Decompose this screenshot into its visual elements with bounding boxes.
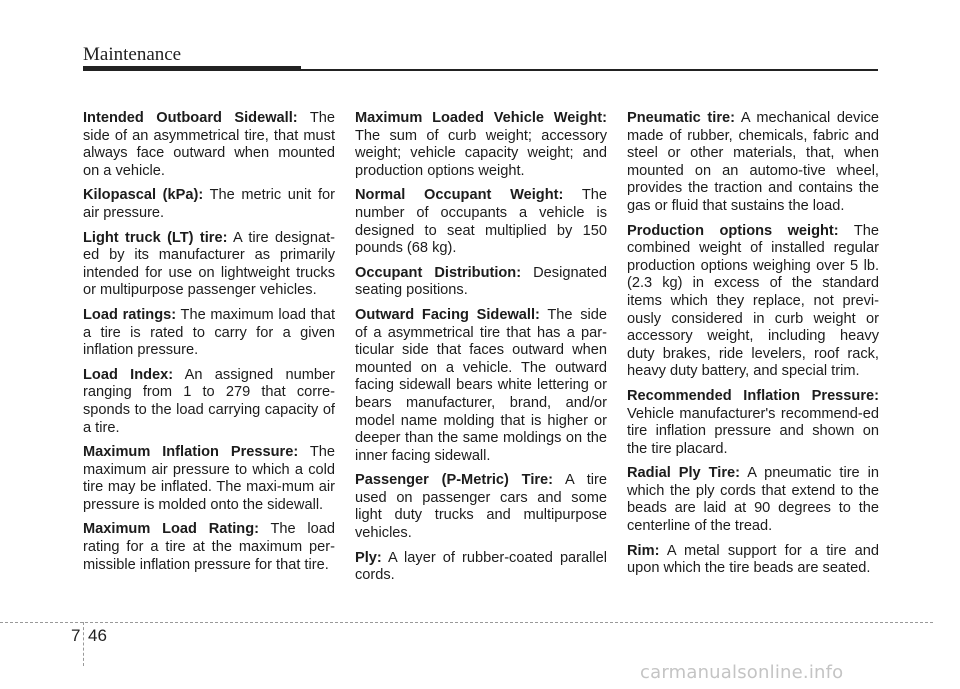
glossary-term: Rim: bbox=[627, 542, 660, 559]
glossary-term: Maximum Load Rating: bbox=[83, 521, 259, 538]
glossary-entry bbox=[83, 444, 335, 514]
glossary-entry bbox=[83, 230, 335, 300]
glossary-term: Passenger (P-Metric) Tire: bbox=[355, 472, 554, 489]
glossary-entry bbox=[83, 307, 335, 360]
glossary-definition: An assigned number ranging from 1 to 279 that corre-sponds to the load carrying capacity of a tire. bbox=[83, 366, 335, 436]
glossary-term: Load Index: bbox=[83, 366, 174, 383]
glossary-term: Maximum Inflation Pressure: bbox=[83, 444, 299, 461]
glossary-term: Normal Occupant Weight: bbox=[355, 187, 564, 204]
glossary-term: Occupant Distribution: bbox=[355, 264, 522, 281]
glossary-definition: The sum of curb weight; accessory weight; vehicle capacity weight; and production options weight. bbox=[355, 127, 607, 179]
glossary-definition: Designated seating positions. bbox=[355, 264, 607, 299]
glossary-entry bbox=[355, 307, 607, 465]
glossary-definition: A pneumatic tire in which the ply cords that extend to the beads are laid at 90 degrees to the centerline of the tread. bbox=[627, 465, 880, 535]
glossary-definition: A tire used on passenger cars and some light duty trucks and multipurpose vehicles. bbox=[355, 472, 608, 542]
header-rule-thin bbox=[301, 69, 878, 71]
footer-divider bbox=[83, 622, 84, 666]
glossary-entry bbox=[355, 187, 607, 257]
glossary-term: Light truck (LT) tire: bbox=[83, 229, 228, 246]
glossary-term: Load ratings: bbox=[83, 306, 177, 323]
glossary-definition: The combined weight of installed regular production options weighing over 5 lb.(2.3 kg) in excess of the standard items which they replace, not previ-ously considered in curb weight or accessory weight, including heavy duty brakes, ride levelers, roof rack, heavy duty battery, and special trim. bbox=[627, 222, 879, 380]
glossary-term: Pneumatic tire: bbox=[627, 110, 735, 126]
glossary-term: Recommended Inflation Pressure: bbox=[627, 387, 879, 404]
chapter-number: 7 bbox=[71, 626, 81, 645]
glossary-term: Radial Ply Tire: bbox=[627, 465, 741, 482]
glossary-entry bbox=[355, 472, 607, 542]
glossary-term: Kilopascal (kPa): bbox=[83, 187, 204, 204]
text-column-2 bbox=[355, 110, 607, 592]
glossary-entry bbox=[627, 543, 879, 578]
glossary-term: Intended Outboard Sidewall: bbox=[83, 110, 298, 126]
glossary-entry bbox=[355, 550, 607, 585]
glossary-entry bbox=[627, 110, 879, 216]
glossary-definition: A layer of rubber-coated parallel cords. bbox=[355, 549, 607, 584]
page-number: 46 bbox=[88, 626, 107, 645]
glossary-definition: The maximum air pressure to which a cold tire may be inflated. The maxi-mum air pressure is molded onto the sidewall. bbox=[83, 444, 335, 513]
glossary-entry bbox=[355, 110, 607, 180]
glossary-definition: A tire designat-ed by its manufacturer as primarily intended for use on lightweight trucks or multipurpose passenger vehicles. bbox=[83, 229, 335, 299]
glossary-definition: The maximum load that a tire is rated to carry for a given inflation pressure. bbox=[83, 306, 335, 359]
text-column-3 bbox=[627, 110, 879, 585]
glossary-definition: The number of occupants a vehicle is designed to seat multiplied by 150 pounds (68 kg). bbox=[355, 187, 607, 257]
glossary-entry bbox=[83, 521, 335, 574]
glossary-term: Production options weight: bbox=[627, 222, 839, 239]
glossary-term: Outward Facing Sidewall: bbox=[355, 306, 540, 323]
glossary-entry bbox=[627, 388, 879, 458]
glossary-definition: The side of a asymmetrical tire that has a par-ticular side that faces outward when mounted on a vehicle. The outward facing sidewall bears white lettering or bears manufacturer, brand, and/or model name molding that is higher or deeper than the same moldings on the inner facing sidewall. bbox=[355, 306, 607, 464]
glossary-entry bbox=[83, 367, 335, 437]
glossary-term: Ply: bbox=[355, 549, 382, 566]
glossary-entry bbox=[83, 110, 335, 180]
header-rule-thick bbox=[83, 66, 301, 71]
glossary-entry bbox=[355, 265, 607, 300]
glossary-definition: Vehicle manufacturer's recommend-ed tire inflation pressure and shown on the tire placard. bbox=[627, 405, 879, 457]
glossary-term: Maximum Loaded Vehicle Weight: bbox=[355, 110, 607, 126]
glossary-definition: A metal support for a tire and upon which the tire beads are seated. bbox=[627, 542, 880, 577]
glossary-entry bbox=[627, 465, 879, 535]
glossary-entry bbox=[627, 223, 879, 381]
watermark: carmanualsonline.info bbox=[640, 662, 844, 683]
glossary-definition: The load rating for a tire at the maximum per-missible inflation pressure for that tire. bbox=[83, 521, 335, 573]
page-title: Maintenance bbox=[83, 44, 182, 65]
glossary-definition: The metric unit for air pressure. bbox=[83, 187, 335, 221]
glossary-definition: A mechanical device made of rubber, chemicals, fabric and steel or other materials, that, when mounted on an automo-tive wheel, provides the traction and contains the gas or fluid that sustains the load. bbox=[627, 110, 880, 214]
glossary-entry bbox=[83, 187, 335, 222]
footer-rule bbox=[0, 622, 933, 623]
glossary-definition: The side of an asymmetrical tire, that must always face outward when mounted on a vehicle. bbox=[83, 110, 335, 179]
text-column-1 bbox=[83, 110, 335, 581]
